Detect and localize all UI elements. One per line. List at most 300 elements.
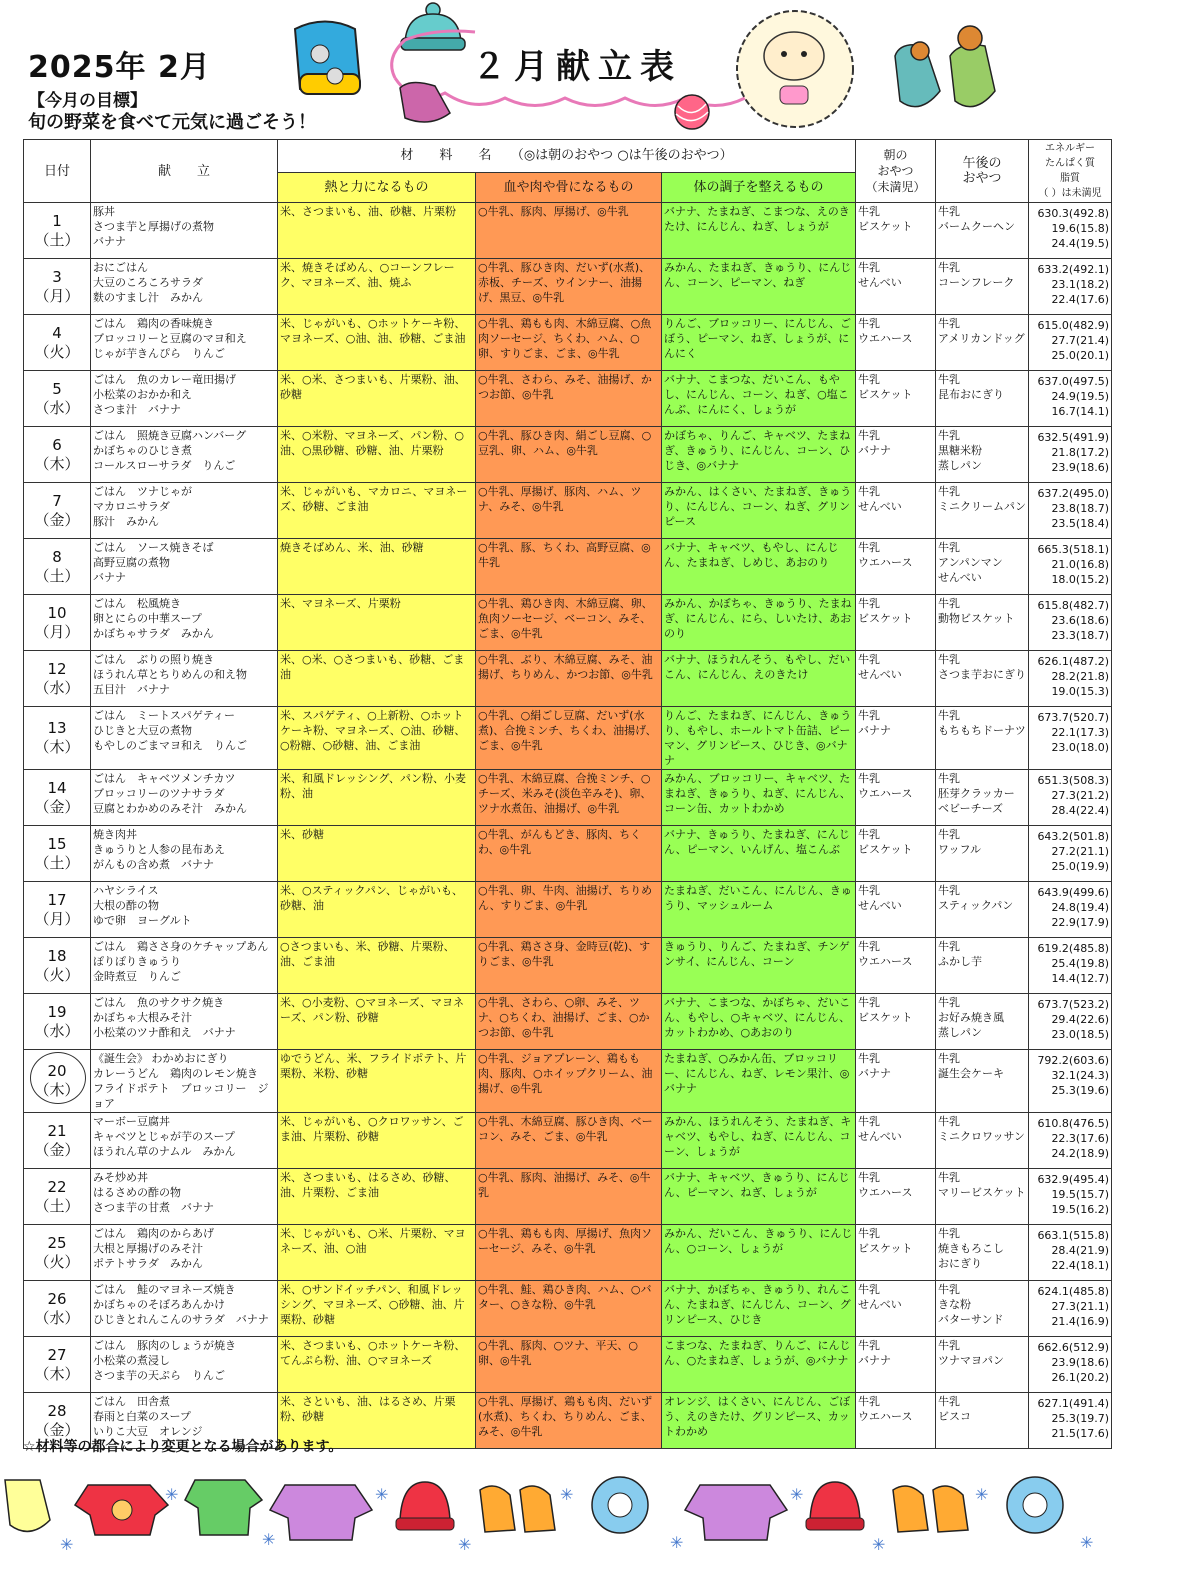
- menu-cell: [91, 483, 278, 539]
- nutrition-value: 615.0(482.9): [1037, 319, 1110, 332]
- morning-snack-cell: [856, 1337, 936, 1393]
- day-number: 28: [47, 1401, 67, 1420]
- afternoon-snack-item: 牛乳: [938, 1395, 961, 1408]
- morning-snack-item: 牛乳: [858, 772, 881, 785]
- energy-ingredients-cell: [278, 595, 476, 651]
- day-of-week: （木）: [34, 1364, 80, 1383]
- day-of-week: （水）: [34, 1021, 80, 1040]
- header-health-group: 体の調子を整えるもの: [662, 172, 856, 202]
- nutrition-cell: [1029, 483, 1112, 539]
- menu-line: 小松菜の煮浸し: [93, 1354, 170, 1367]
- red-hat-illustration: [396, 1482, 454, 1530]
- nutrition-cell: [1029, 1225, 1112, 1281]
- table-row: [24, 259, 1112, 315]
- body-ingredients-cell: [476, 994, 662, 1050]
- orange-mittens-illustration: [480, 1486, 555, 1532]
- menu-line: さつま芋の甘煮 バナナ: [93, 1201, 214, 1214]
- nutrition-value: 22.4(17.6): [1051, 293, 1110, 306]
- afternoon-snack-item: 牛乳: [938, 1115, 961, 1128]
- health-ingredients-cell: [662, 427, 856, 483]
- nutrition-value: 633.2(492.1): [1037, 263, 1110, 276]
- table-row: [24, 1169, 1112, 1225]
- date-cell: [24, 707, 91, 770]
- day-number: 25: [47, 1233, 67, 1252]
- body-ingredients: ○牛乳、鶏ささ身、金時豆(乾)、すりごま、◎牛乳: [478, 940, 651, 968]
- menu-cell: [91, 371, 278, 427]
- body-ingredients-cell: [476, 1225, 662, 1281]
- day-of-week: （木）: [34, 454, 80, 473]
- nutrition-value: 627.1(491.4): [1037, 1397, 1110, 1410]
- body-ingredients-cell: [476, 427, 662, 483]
- sheep-illustration: [728, 4, 863, 134]
- energy-ingredients-cell: [278, 203, 476, 259]
- energy-ingredients-cell: [278, 994, 476, 1050]
- menu-line: 豆腐とわかめのみそ汁 みかん: [93, 802, 247, 815]
- menu-table: [23, 139, 1112, 1449]
- morning-snack-cell: [856, 882, 936, 938]
- afternoon-snack-cell: [936, 315, 1029, 371]
- afternoon-snack-cell: [936, 1337, 1029, 1393]
- energy-ingredients: 米、○スティックパン、じゃがいも、砂糖、油: [280, 884, 463, 912]
- afternoon-snack-item: 蒸しパン: [938, 459, 983, 472]
- afternoon-snack-cell: [936, 595, 1029, 651]
- day-number: 4: [52, 323, 62, 342]
- table-row: [24, 651, 1112, 707]
- nutrition-value: 637.0(497.5): [1037, 375, 1110, 388]
- menu-line: さつま芋の天ぷら りんご: [93, 1369, 225, 1382]
- menu-cell: [91, 427, 278, 483]
- energy-ingredients: 米、○米、○さつまいも、砂糖、ごま油: [280, 653, 465, 681]
- menu-line: 焼き肉丼: [93, 828, 137, 841]
- afternoon-snack-item: 牛乳: [938, 1339, 961, 1352]
- nutrition-value: 626.1(487.2): [1037, 655, 1110, 668]
- day-number: 27: [47, 1345, 67, 1364]
- day-number: 3: [52, 267, 62, 286]
- menu-line: 春雨と白菜のスープ: [93, 1410, 191, 1423]
- menu-line: ひじきと大豆の煮物: [93, 724, 192, 737]
- date-cell: [24, 651, 91, 707]
- afternoon-snack-cell: [936, 938, 1029, 994]
- nutrition-value: 23.8(18.7): [1051, 502, 1110, 515]
- health-ingredients-cell: [662, 1113, 856, 1169]
- menu-line: ゆで卵 ヨーグルト: [93, 914, 192, 927]
- energy-ingredients: 米、じゃがいも、マカロニ、マヨネーズ、砂糖、ごま油: [280, 485, 468, 513]
- nutrition-value: 22.9(17.9): [1051, 916, 1110, 929]
- nutrition-value: 23.9(18.6): [1051, 461, 1110, 474]
- nutrition-value: 23.0(18.0): [1051, 741, 1110, 754]
- menu-line: かぼちゃのそぼろあんかけ: [93, 1298, 225, 1311]
- header-date: 日付: [24, 140, 91, 203]
- nutrition-value: 28.2(21.8): [1051, 670, 1110, 683]
- day-of-week: （土）: [34, 1196, 80, 1215]
- energy-ingredients-cell: [278, 826, 476, 882]
- afternoon-snack-item: バームクーヘン: [938, 220, 1016, 233]
- menu-line: がんもの含め煮 バナナ: [93, 858, 214, 871]
- menu-line: ごはん 豚肉のしょうが焼き: [93, 1339, 236, 1352]
- menu-line: みそ炒め丼: [93, 1171, 148, 1184]
- date-cell: [24, 427, 91, 483]
- energy-ingredients: ○さつまいも、米、砂糖、片栗粉、油、ごま油: [280, 940, 455, 968]
- nutrition-value: 25.4(19.8): [1051, 957, 1110, 970]
- nutrition-value: 24.8(19.4): [1051, 901, 1110, 914]
- day-number: 17: [47, 890, 67, 909]
- energy-ingredients-cell: [278, 1050, 476, 1113]
- nutrition-value: 28.4(21.9): [1051, 1244, 1110, 1257]
- health-ingredients-cell: [662, 770, 856, 826]
- health-ingredients: オレンジ、はくさい、にんじん、ごぼう、えのきたけ、グリンピース、カットわかめ: [664, 1395, 851, 1438]
- date-cell: [24, 882, 91, 938]
- morning-snack-item: せんべい: [858, 1130, 902, 1143]
- date-cell: [24, 483, 91, 539]
- body-ingredients-cell: [476, 483, 662, 539]
- morning-snack-item: 牛乳: [858, 541, 881, 554]
- morning-snack-item: せんべい: [858, 1298, 902, 1311]
- green-shirt-illustration: [185, 1480, 262, 1535]
- nutrition-value: 14.4(12.7): [1051, 972, 1110, 985]
- day-of-week: （月）: [34, 286, 80, 305]
- menu-line: 卵とにらの中華スープ: [93, 612, 202, 625]
- menu-line: キャベツとじゃが芋のスープ: [93, 1130, 235, 1143]
- afternoon-snack-cell: [936, 1225, 1029, 1281]
- nutrition-value: 25.3(19.6): [1051, 1084, 1110, 1097]
- morning-snack-item: ウエハース: [858, 1186, 913, 1199]
- afternoon-snack-item: 牛乳: [938, 828, 961, 841]
- menu-line: バナナ: [93, 571, 126, 584]
- menu-cell: [91, 259, 278, 315]
- afternoon-snack-item: 牛乳: [938, 373, 961, 386]
- menu-cell: [91, 994, 278, 1050]
- energy-ingredients-cell: [278, 1337, 476, 1393]
- body-ingredients: ○牛乳、木綿豆腐、合挽ミンチ、○チーズ、米みそ(淡色辛みそ)、卵、ツナ水煮缶、油揚げ、◎牛乳: [478, 772, 652, 815]
- energy-ingredients: 米、焼きそばめん、○コーンフレーク、マヨネーズ、油、焼ふ: [280, 261, 455, 289]
- header-energy-group: 熱と力になるもの: [278, 172, 476, 202]
- menu-cell: [91, 1113, 278, 1169]
- body-ingredients-cell: [476, 1281, 662, 1337]
- table-row: [24, 1281, 1112, 1337]
- morning-snack-cell: [856, 427, 936, 483]
- morning-snack-cell: [856, 203, 936, 259]
- body-ingredients: ○牛乳、ジョアプレーン、鶏もも肉、豚肉、○ホイップクリーム、油揚げ、◎牛乳: [478, 1052, 653, 1095]
- morning-snack-item: バナナ: [858, 1354, 892, 1367]
- energy-ingredients-cell: [278, 1113, 476, 1169]
- body-ingredients-cell: [476, 707, 662, 770]
- nutrition-cell: [1029, 651, 1112, 707]
- nutrition-cell: [1029, 707, 1112, 770]
- afternoon-snack-item: 牛乳: [938, 541, 961, 554]
- body-ingredients-cell: [476, 1393, 662, 1449]
- day-number: 1: [52, 211, 62, 230]
- afternoon-snack-item: ミニクロワッサン: [938, 1130, 1025, 1143]
- date-cell: [24, 994, 91, 1050]
- body-ingredients-cell: [476, 1113, 662, 1169]
- nutrition-value: 21.4(16.9): [1051, 1315, 1110, 1328]
- morning-snack-item: 牛乳: [858, 828, 881, 841]
- afternoon-snack-item: 牛乳: [938, 1171, 961, 1184]
- afternoon-snack-item: ビスコ: [938, 1410, 972, 1423]
- energy-ingredients: 焼きそばめん、米、油、砂糖: [280, 541, 424, 554]
- morning-snack-item: 牛乳: [858, 1283, 881, 1296]
- menu-line: ごはん キャベツメンチカツ: [93, 772, 236, 785]
- health-ingredients: りんご、たまねぎ、にんじん、きゅうり、もやし、ホールトマト缶詰、ピーマン、グリンピース、ひじき、◎バナナ: [664, 709, 852, 767]
- nutrition-cell: [1029, 371, 1112, 427]
- afternoon-snack-cell: [936, 1281, 1029, 1337]
- date-cell: [24, 770, 91, 826]
- birthday-circle: [30, 1052, 86, 1104]
- afternoon-snack-item: おにぎり: [938, 1257, 983, 1270]
- morning-snack-item: 牛乳: [858, 1395, 881, 1408]
- body-ingredients-cell: [476, 651, 662, 707]
- menu-line: いりこ大豆 オレンジ: [93, 1425, 203, 1438]
- table-row: [24, 203, 1112, 259]
- svg-text:✳: ✳: [60, 1535, 74, 1554]
- afternoon-snack-cell: [936, 259, 1029, 315]
- health-ingredients: バナナ、かぼちゃ、きゅうり、れんこん、たまねぎ、にんじん、コーン、グリンピース、ひじき: [664, 1283, 851, 1326]
- morning-snack-cell: [856, 483, 936, 539]
- menu-line: おにごはん: [93, 261, 148, 274]
- energy-ingredients-cell: [278, 1225, 476, 1281]
- morning-snack-item: 牛乳: [858, 1339, 881, 1352]
- health-ingredients: きゅうり、りんご、たまねぎ、チンゲンサイ、にんじん、コーン: [664, 940, 850, 968]
- health-ingredients-cell: [662, 203, 856, 259]
- menu-line: バナナ: [93, 235, 126, 248]
- menu-line: かぼちゃサラダ みかん: [93, 627, 214, 640]
- nutrition-value: 19.0(15.3): [1051, 685, 1110, 698]
- afternoon-snack-item: 牛乳: [938, 317, 961, 330]
- morning-snack-cell: [856, 826, 936, 882]
- morning-snack-item: ビスケット: [858, 1242, 913, 1255]
- health-ingredients-cell: [662, 1050, 856, 1113]
- footer-note: ☆材料等の都合により変更となる場合があります。: [23, 1439, 343, 1455]
- afternoon-snack-cell: [936, 1113, 1029, 1169]
- date-cell: [24, 539, 91, 595]
- menu-line: もやしのごまマヨ和え りんご: [93, 739, 247, 752]
- nutrition-value: 19.5(16.2): [1051, 1203, 1110, 1216]
- menu-line: じゃが芋きんぴら りんご: [93, 347, 225, 360]
- afternoon-snack-item: アンパンマン: [938, 556, 1003, 569]
- afternoon-snack-item: きな粉: [938, 1298, 972, 1311]
- body-ingredients: ○牛乳、卵、牛肉、油揚げ、ちりめん、すりごま、◎牛乳: [478, 884, 653, 912]
- health-ingredients: みかん、ブロッコリー、キャベツ、たまねぎ、きゅうり、ねぎ、にんじん、コーン缶、カットわかめ: [664, 772, 851, 815]
- afternoon-snack-cell: [936, 770, 1029, 826]
- nutrition-value: 615.8(482.7): [1037, 599, 1110, 612]
- nutrition-value: 630.3(492.8): [1037, 207, 1110, 220]
- body-ingredients-cell: [476, 595, 662, 651]
- nutrition-value: 27.3(21.2): [1051, 789, 1110, 802]
- menu-cell: [91, 1225, 278, 1281]
- menu-line: はるさめの酢の物: [93, 1186, 181, 1199]
- nutrition-cell: [1029, 1169, 1112, 1225]
- table-row: [24, 707, 1112, 770]
- afternoon-snack-item: ワッフル: [938, 843, 982, 856]
- health-ingredients-cell: [662, 651, 856, 707]
- svg-text:✳: ✳: [975, 1485, 989, 1504]
- health-ingredients: みかん、かぼちゃ、きゅうり、たまねぎ、にんじん、にら、しいたけ、あおのり: [664, 597, 852, 640]
- nutrition-value: 619.2(485.8): [1037, 942, 1110, 955]
- nutrition-cell: [1029, 1050, 1112, 1113]
- menu-line: ブロッコリーと豆腐のマヨ和え: [93, 332, 247, 345]
- energy-ingredients: 米、○サンドイッチパン、和風ドレッシング、マヨネーズ、○砂糖、油、片栗粉、砂糖: [280, 1283, 465, 1326]
- afternoon-snack-cell: [936, 651, 1029, 707]
- menu-line: 小松菜のおかか和え: [93, 388, 192, 401]
- morning-snack-item: 牛乳: [858, 373, 881, 386]
- nutrition-value: 21.8(17.2): [1051, 446, 1110, 459]
- morning-snack-item: ウエハース: [858, 955, 913, 968]
- menu-line: 高野豆腐の煮物: [93, 556, 170, 569]
- energy-ingredients-cell: [278, 371, 476, 427]
- health-ingredients: バナナ、こまつな、かぼちゃ、だいこん、もやし、○キャベツ、にんじん、カットわかめ、○あおのり: [664, 996, 851, 1039]
- nutrition-value: 25.0(20.1): [1051, 349, 1110, 362]
- menu-line: ごはん 鶏肉の香味焼き: [93, 317, 214, 330]
- morning-snack-item: 牛乳: [858, 317, 881, 330]
- morning-snack-item: 牛乳: [858, 261, 881, 274]
- menu-cell: [91, 882, 278, 938]
- date-cell: [24, 1050, 91, 1113]
- menu-cell: [91, 1281, 278, 1337]
- morning-snack-cell: [856, 770, 936, 826]
- body-ingredients: ○牛乳、○絹ごし豆腐、だいず(水煮)、合挽ミンチ、ちくわ、油揚げ、ごま、◎牛乳: [478, 709, 657, 752]
- menu-cell: [91, 826, 278, 882]
- afternoon-snack-item: 牛乳: [938, 429, 961, 442]
- nutrition-value: 24.9(19.5): [1051, 390, 1110, 403]
- health-ingredients-cell: [662, 483, 856, 539]
- body-ingredients-cell: [476, 826, 662, 882]
- menu-line: マカロニサラダ: [93, 500, 170, 513]
- day-number: 12: [47, 659, 67, 678]
- table-row: [24, 1337, 1112, 1393]
- afternoon-snack-item: 焼きもろこし: [938, 1242, 1005, 1255]
- day-number: 6: [52, 435, 62, 454]
- health-ingredients: バナナ、ほうれんそう、もやし、だいこん、にんじん、えのきたけ: [664, 653, 851, 681]
- afternoon-snack-cell: [936, 483, 1029, 539]
- goal-text: 旬の野菜を食べて元気に過ごそう！: [28, 112, 316, 133]
- menu-line: ごはん 照焼き豆腐ハンバーグ: [93, 429, 247, 442]
- energy-ingredients: 米、スパゲティ、○上新粉、○ホットケーキ粉、マヨネーズ、○油、砂糖、○粉糖、○砂糖、油、ごま油: [280, 709, 466, 752]
- day-number: 13: [47, 719, 67, 737]
- health-ingredients: バナナ、きゅうり、たまねぎ、にんじん、ピーマン、いんげん、塩こんぶ: [664, 828, 850, 856]
- nutrition-value: 792.2(603.6): [1037, 1054, 1110, 1067]
- morning-snack-cell: [856, 938, 936, 994]
- header-ingredients: 材 料 名 （◎は朝のおやつ ○は午後のおやつ）: [278, 140, 856, 173]
- svg-text:✳: ✳: [790, 1485, 804, 1504]
- health-ingredients-cell: [662, 1225, 856, 1281]
- menu-cell: [91, 1050, 278, 1113]
- svg-text:✳: ✳: [872, 1535, 886, 1554]
- nutrition-value: 27.3(21.1): [1051, 1300, 1110, 1313]
- purple-jacket-illustration-2: [685, 1485, 787, 1540]
- morning-snack-cell: [856, 707, 936, 770]
- nutrition-cell: [1029, 595, 1112, 651]
- svg-text:✳: ✳: [165, 1485, 179, 1504]
- energy-ingredients: 米、○小麦粉、○マヨネーズ、マヨネーズ、パン粉、砂糖: [280, 996, 464, 1024]
- menu-line: かぼちゃのひじき煮: [93, 444, 192, 457]
- afternoon-snack-cell: [936, 1050, 1029, 1113]
- afternoon-snack-item: 動物ビスケット: [938, 612, 1015, 625]
- header-nutrition: エネルギー たんぱく質 脂質 （ ）は未満児: [1029, 140, 1112, 203]
- year-month: 2025年 2月: [28, 50, 211, 85]
- menu-line: ごはん 鮭のマヨネーズ焼き: [93, 1283, 236, 1296]
- menu-line: 大根と厚揚げのみそ汁: [93, 1242, 203, 1255]
- body-ingredients: ○牛乳、豚、ちくわ、高野豆腐、◎牛乳: [478, 541, 651, 569]
- nutrition-cell: [1029, 994, 1112, 1050]
- morning-snack-item: 牛乳: [858, 884, 881, 897]
- morning-snack-item: バナナ: [858, 724, 892, 737]
- menu-line: ほうれん草とちりめんの和え物: [93, 668, 247, 681]
- menu-line: フライドポテト ブロッコリー ジョア: [93, 1082, 269, 1110]
- nutrition-cell: [1029, 315, 1112, 371]
- title-text: ２月献立表: [472, 46, 682, 87]
- morning-snack-item: ビスケット: [858, 1011, 913, 1024]
- body-ingredients-cell: [476, 938, 662, 994]
- nutrition-value: 25.0(19.9): [1051, 860, 1110, 873]
- date-cell: [24, 938, 91, 994]
- afternoon-snack-cell: [936, 994, 1029, 1050]
- health-ingredients: かぼちゃ、りんご、キャベツ、たまねぎ、きゅうり、にんじん、コーン、ひじき、◎バナナ: [664, 429, 851, 472]
- afternoon-snack-item: スティックパン: [938, 899, 1014, 912]
- nutrition-value: 23.1(18.2): [1051, 278, 1110, 291]
- health-ingredients-cell: [662, 315, 856, 371]
- day-number: 21: [47, 1121, 67, 1140]
- day-number: 20: [47, 1062, 67, 1080]
- morning-snack-cell: [856, 371, 936, 427]
- energy-ingredients: 米、マヨネーズ、片栗粉: [280, 597, 401, 610]
- day-of-week: （月）: [34, 909, 80, 928]
- nutrition-cell: [1029, 427, 1112, 483]
- energy-ingredients: 米、さつまいも、はるさめ、砂糖、油、片栗粉、ごま油: [280, 1171, 456, 1199]
- date-cell: [24, 595, 91, 651]
- purple-jacket-illustration: [270, 1485, 372, 1540]
- goal-label: 【今月の目標】: [28, 91, 147, 111]
- body-ingredients-cell: [476, 371, 662, 427]
- table-row: [24, 1225, 1112, 1281]
- afternoon-snack-item: マリービスケット: [938, 1186, 1026, 1199]
- morning-snack-item: ウエハース: [858, 787, 913, 800]
- body-ingredients: ○牛乳、鶏もも肉、厚揚げ、魚肉ソーセージ、みそ、◎牛乳: [478, 1227, 653, 1255]
- menu-line: ごはん 魚のサクサク焼き: [93, 996, 225, 1009]
- health-ingredients-cell: [662, 1281, 856, 1337]
- energy-ingredients: 米、さつまいも、○ホットケーキ粉、てんぷら粉、油、○マヨネーズ: [280, 1339, 466, 1367]
- afternoon-snack-item: 誕生会ケーキ: [938, 1067, 1005, 1080]
- morning-snack-item: ビスケット: [858, 612, 913, 625]
- nutrition-value: 23.0(18.5): [1051, 1028, 1110, 1041]
- afternoon-snack-cell: [936, 1393, 1029, 1449]
- menu-line: ごはん ぶりの照り焼き: [93, 653, 214, 666]
- nutrition-value: 23.6(18.6): [1051, 614, 1110, 627]
- menu-cell: [91, 651, 278, 707]
- nutrition-value: 26.1(20.2): [1051, 1371, 1110, 1384]
- health-ingredients-cell: [662, 1169, 856, 1225]
- afternoon-snack-item: さつま芋おにぎり: [938, 668, 1027, 681]
- svg-text:✳: ✳: [560, 1485, 574, 1504]
- body-ingredients: ○牛乳、豚肉、油揚げ、みそ、◎牛乳: [478, 1171, 651, 1199]
- energy-ingredients-cell: [278, 882, 476, 938]
- afternoon-snack-item: 黒糖米粉: [938, 444, 983, 457]
- nutrition-cell: [1029, 259, 1112, 315]
- menu-line: 五目汁 バナナ: [93, 683, 170, 696]
- afternoon-snack-item: 牛乳: [938, 1283, 961, 1296]
- nutrition-value: 19.5(15.7): [1051, 1188, 1110, 1201]
- body-ingredients: ○牛乳、鶏ひき肉、木綿豆腐、卵、魚肉ソーセージ、ベーコン、みそ、ごま、◎牛乳: [478, 597, 653, 640]
- body-ingredients: ○牛乳、豚肉、厚揚げ、◎牛乳: [478, 205, 629, 218]
- body-ingredients-cell: [476, 770, 662, 826]
- nutrition-value: 632.9(495.4): [1037, 1173, 1110, 1186]
- day-of-week: （月）: [34, 622, 80, 641]
- menu-line: ごはん ソース焼きそば: [93, 541, 214, 554]
- morning-snack-cell: [856, 539, 936, 595]
- morning-snack-item: 牛乳: [858, 1227, 881, 1240]
- nutrition-value: 18.0(15.2): [1051, 573, 1110, 586]
- energy-ingredients-cell: [278, 707, 476, 770]
- afternoon-snack-item: ツナマヨパン: [938, 1354, 1005, 1367]
